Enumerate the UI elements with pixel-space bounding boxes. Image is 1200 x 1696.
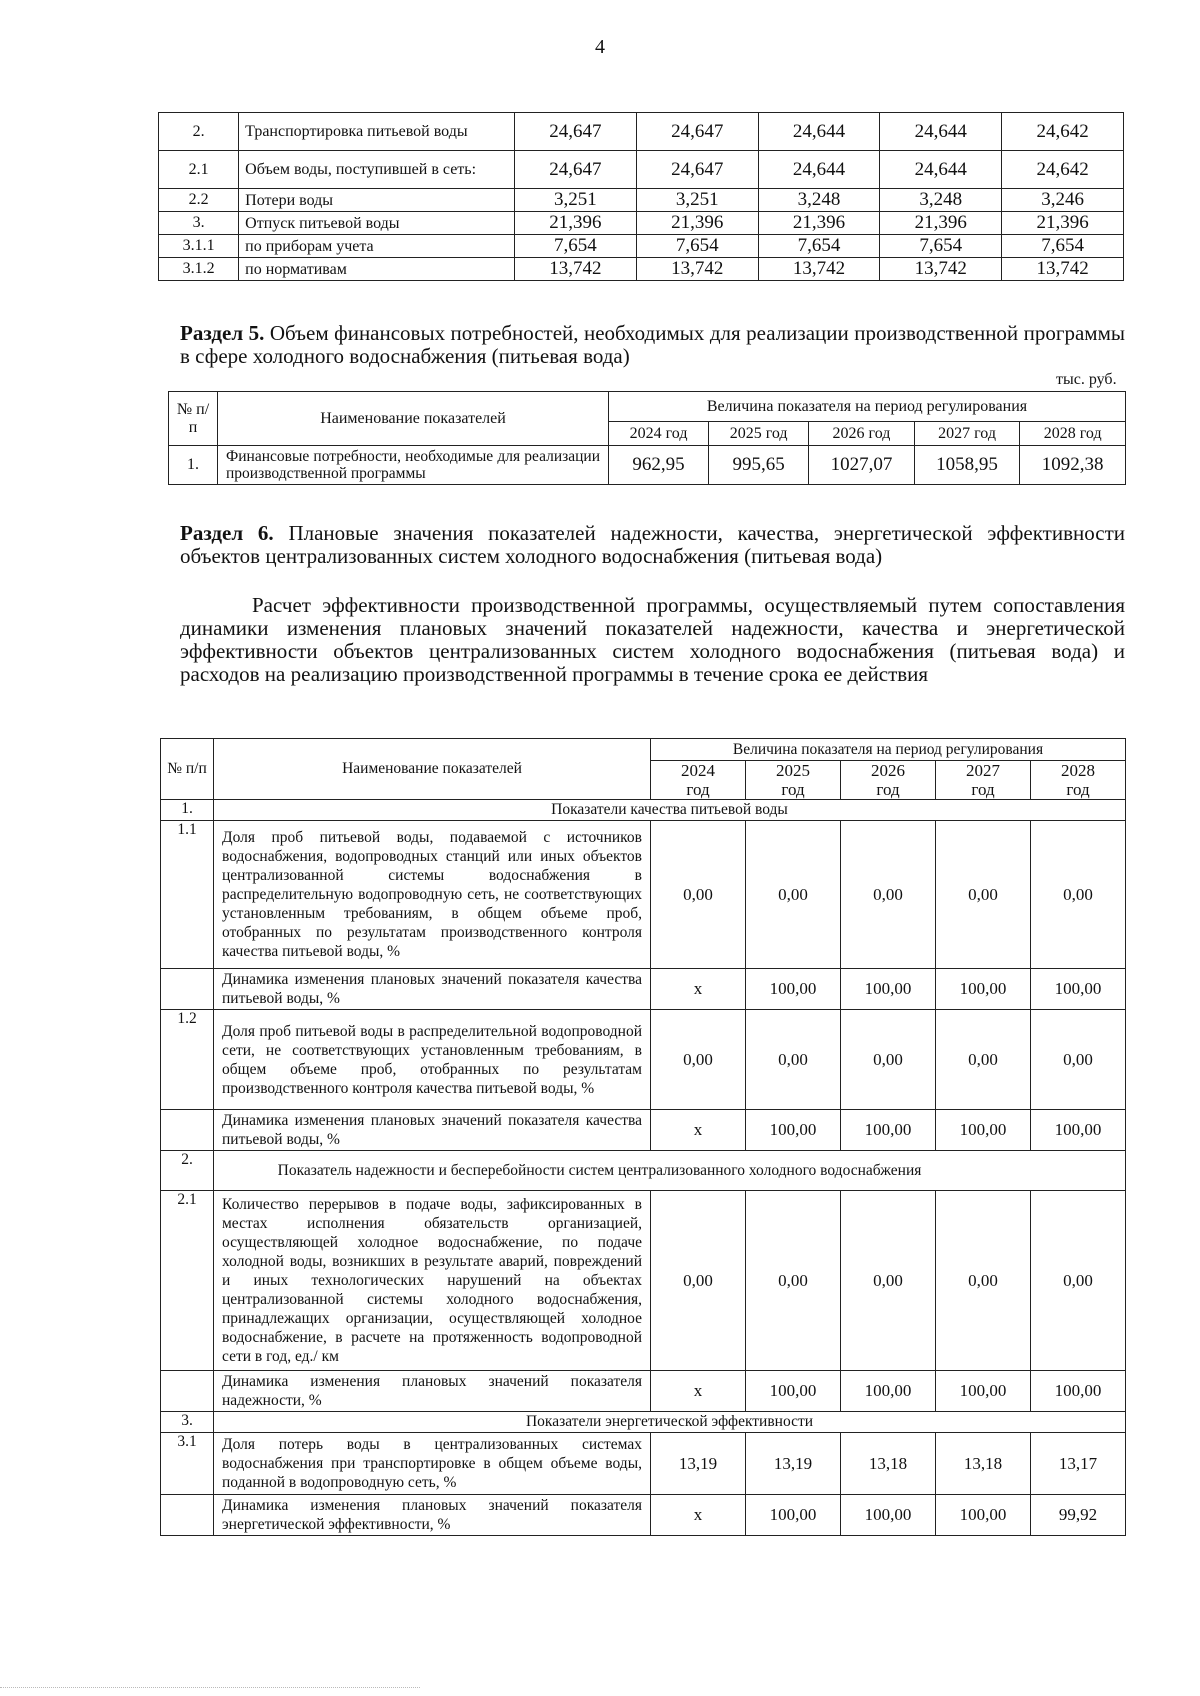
value-cell: 0,00 <box>651 1191 746 1371</box>
value-cell: 7,654 <box>758 235 880 258</box>
year: 2027 <box>966 761 1000 780</box>
row-name: Динамика изменения плановых значений показателя качества питьевой воды, % <box>214 1110 651 1151</box>
section5-heading <box>180 322 1125 368</box>
table-row <box>159 113 1124 151</box>
value-cell: 100,00 <box>746 1495 841 1536</box>
value-cell: 13,742 <box>515 258 637 281</box>
value-cell: 100,00 <box>936 1495 1031 1536</box>
year-header <box>746 761 841 800</box>
value-cell: 24,642 <box>1002 151 1124 189</box>
value-cell: 24,642 <box>1002 113 1124 151</box>
value-cell: 24,644 <box>880 151 1002 189</box>
row-number: 2.1 <box>159 151 239 189</box>
page-number: 4 <box>595 36 605 58</box>
value-cell: 21,396 <box>1002 212 1124 235</box>
row-number: 3. <box>159 212 239 235</box>
value-cell: 3,246 <box>1002 189 1124 212</box>
value-cell: 0,00 <box>936 821 1031 969</box>
value-cell: 0,00 <box>746 1010 841 1110</box>
value-cell: 1027,07 <box>809 446 915 485</box>
row-name: Потери воды <box>239 189 515 212</box>
value-cell: 24,644 <box>880 113 1002 151</box>
value-cell: 13,742 <box>1002 258 1124 281</box>
value-cell: 1058,95 <box>914 446 1020 485</box>
col-period-header: Величина показателя на период регулирования <box>609 392 1126 422</box>
row-name: Доля проб питьевой воды в распределительной водопроводной сети, не соответствующих установленным требованиям, в общем объеме проб, отобранных по результатам производственного контроля качества питьевой воды, % <box>214 1010 651 1110</box>
row-number: 2.1 <box>161 1191 214 1371</box>
value-cell: 13,17 <box>1031 1433 1126 1495</box>
value-cell: 24,647 <box>515 113 637 151</box>
value-cell: 962,95 <box>609 446 709 485</box>
row-name: Доля проб питьевой воды, подаваемой с источников водоснабжения, водопроводных станций или иных объектов централизованной системы водоснабжения в распределительную водопроводную сеть, не соответствующих установленным требованиям, в общем объеме проб, отобранных по результатам производственного контроля качества питьевой воды, % <box>214 821 651 969</box>
row-name: Объем воды, поступившей в сеть: <box>239 151 515 189</box>
value-cell: 13,742 <box>758 258 880 281</box>
row-number: 3.1 <box>161 1433 214 1495</box>
year-unit: год <box>971 780 995 799</box>
value-cell: х <box>651 969 746 1010</box>
value-cell: 100,00 <box>841 1110 936 1151</box>
year-header <box>936 761 1031 800</box>
year-header: 2028 год <box>1020 422 1126 446</box>
table-row <box>159 212 1124 235</box>
section-title: Показатель надежности и бесперебойности систем централизованного холодного водоснабжения <box>214 1151 1126 1191</box>
balance-table <box>158 112 1124 281</box>
value-cell: 24,647 <box>636 151 758 189</box>
value-cell: 7,654 <box>515 235 637 258</box>
value-cell: 3,251 <box>515 189 637 212</box>
row-number: 1. <box>169 446 218 485</box>
section5-label: Раздел 5. <box>180 321 265 345</box>
value-cell: х <box>651 1371 746 1412</box>
year-unit: год <box>1066 780 1090 799</box>
financial-needs-table <box>168 391 1126 485</box>
year-header: 2025 год <box>709 422 809 446</box>
value-cell: 3,248 <box>880 189 1002 212</box>
col-n-header: № п/п <box>169 392 218 446</box>
section-number: 1. <box>161 800 214 821</box>
row-name: Отпуск питьевой воды <box>239 212 515 235</box>
section-title: Показатели энергетической эффективности <box>214 1412 1126 1433</box>
table-row <box>159 189 1124 212</box>
bottom-scan-line <box>0 1687 420 1692</box>
value-cell: 7,654 <box>880 235 1002 258</box>
value-cell: 1092,38 <box>1020 446 1126 485</box>
row-name: Доля потерь воды в централизованных системах водоснабжения при транспортировке в общем объеме воды, поданной в водопроводную сеть, % <box>214 1433 651 1495</box>
value-cell: 3,248 <box>758 189 880 212</box>
value-cell: 0,00 <box>841 1010 936 1110</box>
year-header <box>841 761 936 800</box>
value-cell: 100,00 <box>746 1110 841 1151</box>
value-cell: 100,00 <box>841 969 936 1010</box>
col-name-header: Наименование показателей <box>214 739 651 800</box>
year-header <box>1031 761 1126 800</box>
section-number: 3. <box>161 1412 214 1433</box>
value-cell: 0,00 <box>1031 821 1126 969</box>
table-row <box>159 151 1124 189</box>
table-row <box>159 258 1124 281</box>
unit-label: тыс. руб. <box>1056 371 1117 388</box>
row-name: по нормативам <box>239 258 515 281</box>
value-cell: 13,18 <box>936 1433 1031 1495</box>
section5-title: Объем финансовых потребностей, необходимых для реализации производственной программы в сфере холодного водоснабжения (питьевая вода) <box>180 321 1125 368</box>
year-header: 2026 год <box>809 422 915 446</box>
value-cell: 13,19 <box>651 1433 746 1495</box>
value-cell: х <box>651 1495 746 1536</box>
value-cell: 24,644 <box>758 113 880 151</box>
value-cell: 100,00 <box>746 1371 841 1412</box>
calc-paragraph: Расчет эффективности производственной программы, осуществляемый путем сопоставления динамики изменения плановых значений показателей надежности, качества и энергетической эффективности объектов централизованных систем холодного водоснабжения (питьевая вода) и расходов на реализацию производственной программы в течение срока ее действия <box>180 593 1125 686</box>
value-cell: 100,00 <box>936 1110 1031 1151</box>
row-number: 2. <box>159 113 239 151</box>
value-cell: 0,00 <box>1031 1010 1126 1110</box>
row-name: Динамика изменения плановых значений показателя энергетической эффективности, % <box>214 1495 651 1536</box>
section6-heading <box>180 522 1125 568</box>
value-cell: 0,00 <box>651 1010 746 1110</box>
value-cell: 13,18 <box>841 1433 936 1495</box>
year-unit: год <box>686 780 710 799</box>
row-number: 2.2 <box>159 189 239 212</box>
value-cell: 99,92 <box>1031 1495 1126 1536</box>
year-header: 2027 год <box>914 422 1020 446</box>
col-period-header: Величина показателя на период регулирования <box>651 739 1126 761</box>
value-cell: 21,396 <box>515 212 637 235</box>
value-cell: 24,647 <box>515 151 637 189</box>
year-unit: год <box>876 780 900 799</box>
row-name: по приборам учета <box>239 235 515 258</box>
col-name-header: Наименование показателей <box>218 392 609 446</box>
value-cell: 0,00 <box>746 821 841 969</box>
value-cell: х <box>651 1110 746 1151</box>
year: 2024 <box>681 761 715 780</box>
value-cell: 21,396 <box>880 212 1002 235</box>
row-number: 1.1 <box>161 821 214 969</box>
value-cell: 24,647 <box>636 113 758 151</box>
value-cell: 100,00 <box>936 969 1031 1010</box>
year: 2026 <box>871 761 905 780</box>
value-cell: 100,00 <box>841 1371 936 1412</box>
value-cell: 13,742 <box>880 258 1002 281</box>
row-name: Количество перерывов в подаче воды, зафиксированных в местах исполнения обязательств организацией, осуществляющей холодное водоснабжение, по подаче холодной воды, возникших в результате аварий, повреждений и иных технологических нарушений на объектах централизованной системы холодного водоснабжения, принадлежащих организации, осуществляющей холодное водоснабжение, в расчете на протяженность водопроводной сети в год, ед./ км <box>214 1191 651 1371</box>
value-cell: 21,396 <box>636 212 758 235</box>
value-cell: 3,251 <box>636 189 758 212</box>
value-cell: 13,742 <box>636 258 758 281</box>
value-cell: 0,00 <box>936 1191 1031 1371</box>
value-cell: 0,00 <box>1031 1191 1126 1371</box>
value-cell: 0,00 <box>936 1010 1031 1110</box>
row-name: Финансовые потребности, необходимые для реализации производственной программы <box>218 446 609 485</box>
year: 2028 <box>1061 761 1095 780</box>
value-cell: 100,00 <box>936 1371 1031 1412</box>
indicators-table <box>160 738 1126 1536</box>
value-cell: 100,00 <box>1031 1371 1126 1412</box>
value-cell: 0,00 <box>841 1191 936 1371</box>
row-name: Динамика изменения плановых значений показателя качества питьевой воды, % <box>214 969 651 1010</box>
year-header <box>651 761 746 800</box>
value-cell: 7,654 <box>636 235 758 258</box>
value-cell: 24,644 <box>758 151 880 189</box>
value-cell: 995,65 <box>709 446 809 485</box>
row-number: 3.1.1 <box>159 235 239 258</box>
year: 2025 <box>776 761 810 780</box>
row-name: Транспортировка питьевой воды <box>239 113 515 151</box>
row-number: 1.2 <box>161 1010 214 1110</box>
row-name: Динамика изменения плановых значений показателя надежности, % <box>214 1371 651 1412</box>
value-cell: 0,00 <box>651 821 746 969</box>
value-cell: 0,00 <box>746 1191 841 1371</box>
table-row <box>159 235 1124 258</box>
value-cell: 7,654 <box>1002 235 1124 258</box>
value-cell: 100,00 <box>746 969 841 1010</box>
row-number: 3.1.2 <box>159 258 239 281</box>
value-cell: 21,396 <box>758 212 880 235</box>
col-n-header: № п/п <box>161 739 214 800</box>
value-cell: 100,00 <box>841 1495 936 1536</box>
value-cell: 100,00 <box>1031 969 1126 1010</box>
section6-label: Раздел 6. <box>180 521 274 545</box>
value-cell: 0,00 <box>841 821 936 969</box>
value-cell: 100,00 <box>1031 1110 1126 1151</box>
section6-title: Плановые значения показателей надежности, качества, энергетической эффективности объектов централизованных систем холодного водоснабжения (питьевая вода) <box>180 521 1125 568</box>
section-number: 2. <box>161 1151 214 1191</box>
section-title: Показатели качества питьевой воды <box>214 800 1126 821</box>
value-cell: 13,19 <box>746 1433 841 1495</box>
year-header: 2024 год <box>609 422 709 446</box>
year-unit: год <box>781 780 805 799</box>
